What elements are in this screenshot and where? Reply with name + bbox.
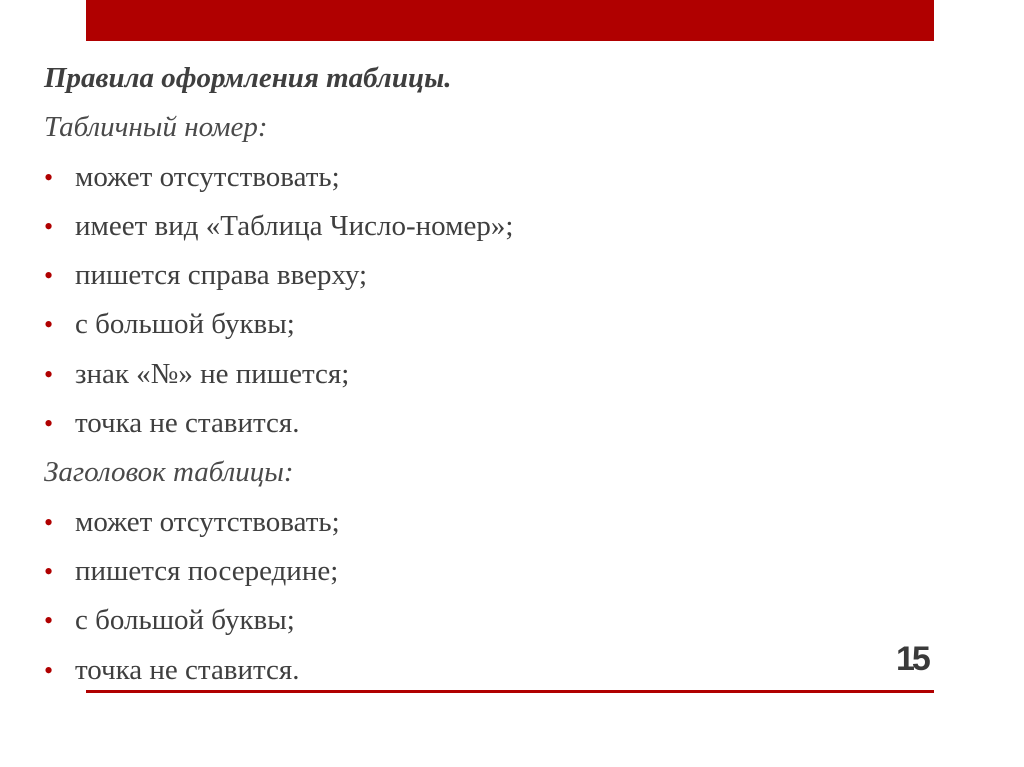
bullet-icon: • <box>44 211 54 241</box>
section-heading-table-number: Табличный номер: <box>44 111 268 144</box>
bullet-icon: • <box>44 556 54 586</box>
list-item-text: точка не ставится. <box>75 653 300 686</box>
bullet-icon: • <box>44 359 54 389</box>
section-heading-table-caption: Заголовок таблицы: <box>44 456 294 489</box>
bullet-icon: • <box>44 261 54 291</box>
list-item <box>44 646 884 695</box>
bullet-icon: • <box>44 310 54 340</box>
list-item <box>44 202 884 251</box>
bullet-icon: • <box>44 409 54 439</box>
bullet-icon: • <box>44 162 54 192</box>
list-item <box>44 350 884 399</box>
slide-title: Правила оформления таблицы. <box>44 62 452 94</box>
list-item-text: знак «№» не пишется; <box>75 357 350 390</box>
list-item-text: может отсутствовать; <box>75 505 340 538</box>
list-item-text: с большой буквы; <box>75 604 295 637</box>
list-item-text: пишется посередине; <box>75 554 339 587</box>
slide-content <box>44 54 884 695</box>
list-item <box>44 596 884 645</box>
bullet-icon: • <box>44 606 54 636</box>
bottom-accent-rule <box>86 690 934 693</box>
list-item-text: может отсутствовать; <box>75 160 340 193</box>
top-accent-bar <box>86 0 934 41</box>
list-item <box>44 547 884 596</box>
bullet-icon: • <box>44 507 54 537</box>
list-item <box>44 251 884 300</box>
list-item <box>44 498 884 547</box>
list-item <box>44 399 884 448</box>
list-item-text: пишется справа вверху; <box>75 259 368 292</box>
list-item <box>44 153 884 202</box>
list-item-text: точка не ставится. <box>75 407 300 440</box>
bullet-icon: • <box>44 655 54 685</box>
list-item <box>44 300 884 349</box>
list-item-text: с большой буквы; <box>75 308 295 341</box>
page-number: 15 <box>896 640 928 678</box>
list-item-text: имеет вид «Таблица Число-номер»; <box>75 209 514 242</box>
